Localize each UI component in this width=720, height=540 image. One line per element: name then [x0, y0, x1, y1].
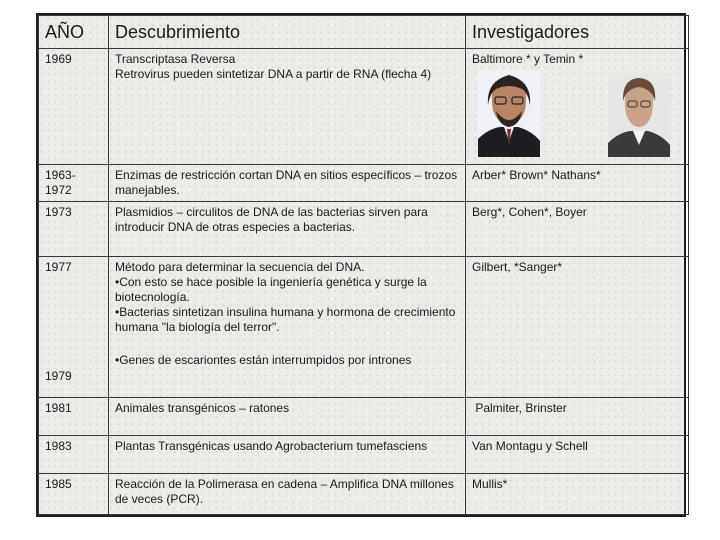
header-discovery: Descubrimiento [109, 16, 466, 49]
table-row [39, 257, 689, 398]
researchers-cell [466, 49, 689, 165]
researchers-text: Gilbert, *Sanger* [472, 260, 563, 274]
researcher-photos [472, 71, 682, 161]
discovery-cell: Plantas Transgénicas usando Agrobacterium tumefasciens [109, 436, 466, 474]
year-cell: 1983 [39, 436, 109, 474]
discovery-line: •Genes de escariontes están interrumpidos por intrones [115, 353, 412, 367]
researchers-cell: Berg*, Cohen*, Boyer [466, 202, 689, 257]
year-text: 1979 [45, 369, 72, 383]
discovery-cell: Plasmidios – circulitos de DNA de las bacterias sirven para introducir DNA de otras especies a bacterias. [109, 202, 466, 257]
header-row [39, 16, 689, 49]
portrait-photo-1 [478, 71, 540, 157]
researchers-cell: Van Montagu y Schell [466, 436, 689, 474]
discovery-cell: Reacción de la Polimerasa en cadena – Amplifica DNA millones de veces (PCR). [109, 474, 466, 515]
header-year: AÑO [39, 16, 109, 49]
table-row [39, 398, 689, 436]
discovery-cell [109, 49, 466, 165]
portrait-photo-2 [608, 73, 670, 157]
year-cell: 1981 [39, 398, 109, 436]
discovery-line: Método para determinar la secuencia del DNA. [115, 260, 365, 274]
table-row [39, 202, 689, 257]
discovery-cell: Animales transgénicos – ratones [109, 398, 466, 436]
table-row [39, 165, 689, 202]
discoveries-table-container [36, 13, 686, 517]
researchers-cell: Arber* Brown* Nathans* [466, 165, 689, 202]
researchers-cell: Mullis* [466, 474, 689, 515]
year-cell: 1969 [39, 49, 109, 165]
researchers-cell: Palmiter, Brinster [466, 398, 689, 436]
discovery-line: •Con esto se hace posible la ingeniería genética y surge la biotecnología. [115, 275, 427, 304]
year-text: 1977 [45, 260, 72, 274]
researchers-text: Baltimore * y Temin * [472, 52, 584, 66]
researchers-cell [466, 257, 689, 398]
discoveries-table [38, 15, 689, 515]
table-row [39, 474, 689, 515]
discovery-line: •Bacterias sintetizan insulina humana y hormona de crecimiento humana "la biología del terror". [115, 305, 456, 334]
year-cell [39, 257, 109, 398]
table-row [39, 436, 689, 474]
header-researchers: Investigadores [466, 16, 689, 49]
table-row [39, 49, 689, 165]
discovery-cell: Enzimas de restricción cortan DNA en sitios específicos – trozos manejables. [109, 165, 466, 202]
discovery-line: Retrovirus pueden sintetizar DNA a partir de RNA (flecha 4) [115, 67, 432, 81]
year-cell: 1985 [39, 474, 109, 515]
year-cell: 1963-1972 [39, 165, 109, 202]
discovery-line: Transcriptasa Reversa [115, 52, 236, 66]
discovery-cell [109, 257, 466, 398]
year-cell: 1973 [39, 202, 109, 257]
